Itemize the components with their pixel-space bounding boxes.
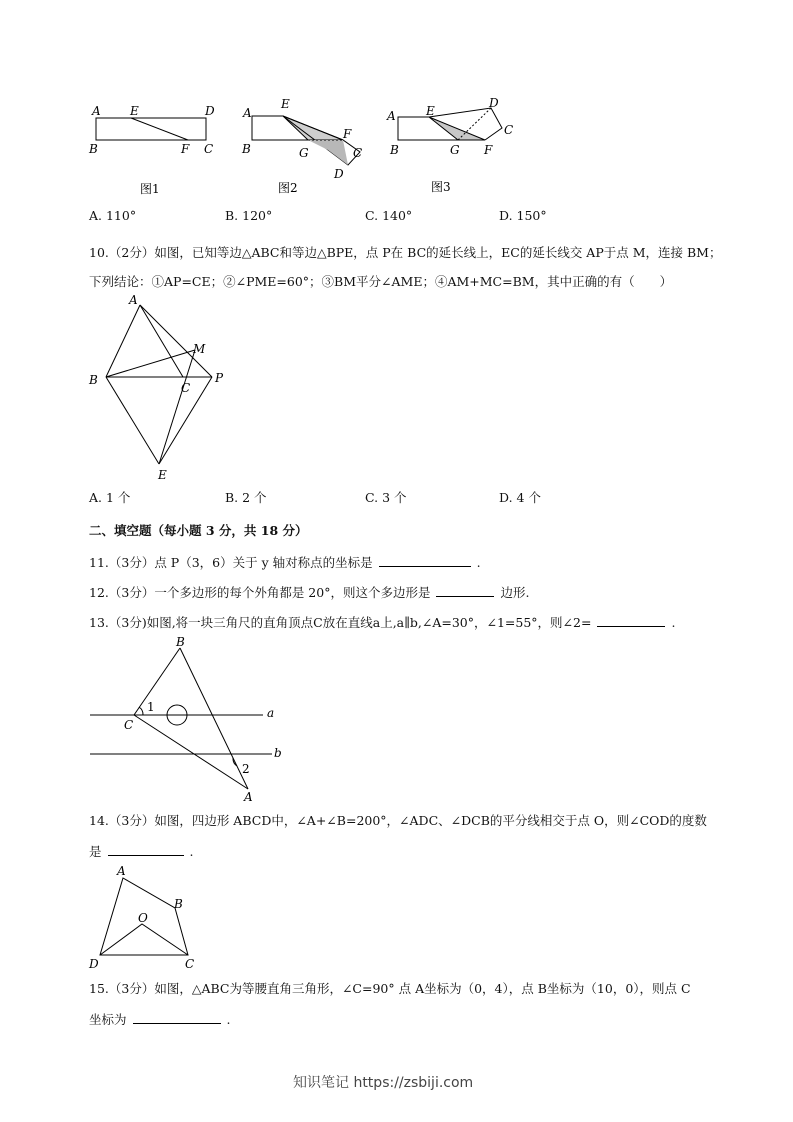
label-E: E [281,97,290,111]
label-G: G [299,146,309,160]
label-C: C [181,381,191,395]
q9-option-a: A. 110° [89,208,137,223]
q10-line-1: 10.（2分）如图，已知等边△ABC和等边△BPE，点 P在 BC的延长线上，EC的延长线交 AP于点 M，连接 BM； [89,245,722,260]
label-B: B [89,373,98,387]
q10-figure [85,292,245,487]
label-A: A [243,106,252,120]
q13-figure [85,633,300,808]
q14-figure [85,862,205,972]
caption-fig1: 图1 [140,182,160,196]
q10-option-b: B. 2 个 [225,490,267,505]
q9-panel-2 [241,97,362,195]
label-O: O [138,911,148,925]
q10-option-a: A. 1 个 [89,490,131,505]
q15-end: . [226,1012,231,1027]
label-D: D [205,104,215,118]
q13-text: 13.（3分)如图,将一块三角尺的直角顶点C放在直线a上,a∥b,∠A=30°，∠1=55°，则∠2= [89,615,592,630]
q12-end: 边形. [500,585,530,600]
footer-watermark[interactable]: 知识笔记 https://zsbiji.com [293,1075,474,1091]
q15-answer-blank[interactable] [133,1011,221,1024]
label-angle-1: 1 [147,700,155,714]
label-G: G [450,143,460,157]
label-A: A [117,864,126,878]
q12 [89,583,529,601]
q14-line-1: 14.（3分）如图，四边形 ABCD中，∠A+∠B=200°，∠ADC、∠DCB的平分线相交于点 O，则∠COD的度数 [89,813,707,828]
label-B: B [390,143,399,157]
label-B: B [176,635,185,649]
label-C: C [504,123,514,137]
q9-option-c: C. 140° [365,208,413,223]
q9-figure [80,95,530,200]
label-C: C [124,718,134,732]
q14-end: . [189,844,194,859]
q13 [89,613,675,631]
q10-option-c: C. 3 个 [365,490,407,505]
q14-text: 是 [89,844,102,859]
caption-fig3: 图3 [431,180,451,194]
label-D: D [489,96,499,110]
label-M: M [193,342,206,356]
q9-option-b: B. 120° [225,208,273,223]
section-2-title: 二、填空题（每小题 3 分，共 18 分） [89,523,308,538]
q9-panel-1 [88,104,215,196]
label-angle-2: 2 [242,762,250,776]
label-F: F [484,143,493,157]
label-A: A [387,109,396,123]
label-E: E [130,104,139,118]
q15-line-2 [89,1010,230,1028]
label-F: F [343,127,352,141]
q9-options [89,208,689,224]
label-D: D [334,167,344,181]
label-B: B [242,142,251,156]
q15-text: 坐标为 [89,1012,127,1027]
label-E: E [158,468,167,482]
q13-end: . [671,615,676,630]
q10-options [89,488,689,504]
q15-line-1: 15.（3分）如图，△ABC为等腰直角三角形，∠C=90° 点 A坐标为（0，4），点 B坐标为（10，0），则点 C [89,981,691,996]
q10-option-d: D. 4 个 [499,490,541,505]
label-B: B [174,897,183,911]
label-A: A [92,104,101,118]
q10-line-2: 下列结论：①AP=CE；②∠PME=60°；③BM平分∠AME；④AM+MC=BM，其中正确的有（ ） [89,274,673,289]
q11-end: . [476,555,481,570]
q13-answer-blank[interactable] [597,614,665,627]
q9-option-d: D. 150° [499,208,547,223]
label-P: P [215,371,224,385]
label-a: a [267,706,275,720]
q14-answer-blank[interactable] [108,843,184,856]
q12-text: 12.（3分）一个多边形的每个外角都是 20°，则这个多边形是 [89,585,431,600]
label-D: D [89,957,99,971]
caption-fig2: 图2 [278,181,298,195]
label-b: b [274,746,282,760]
q11 [89,553,481,571]
q11-text: 11.（3分）点 P（3，6）关于 y 轴对称点的坐标是 [89,555,373,570]
label-F: F [181,142,190,156]
label-E: E [426,104,435,118]
label-A: A [129,293,138,307]
label-C: C [185,957,195,971]
label-A: A [244,790,253,804]
q11-answer-blank[interactable] [379,554,471,567]
q14-line-2 [89,842,193,860]
label-C: C [204,142,214,156]
q12-answer-blank[interactable] [436,584,494,597]
q9-panel-3 [386,96,513,194]
label-C: C [353,146,363,160]
label-B: B [89,142,98,156]
